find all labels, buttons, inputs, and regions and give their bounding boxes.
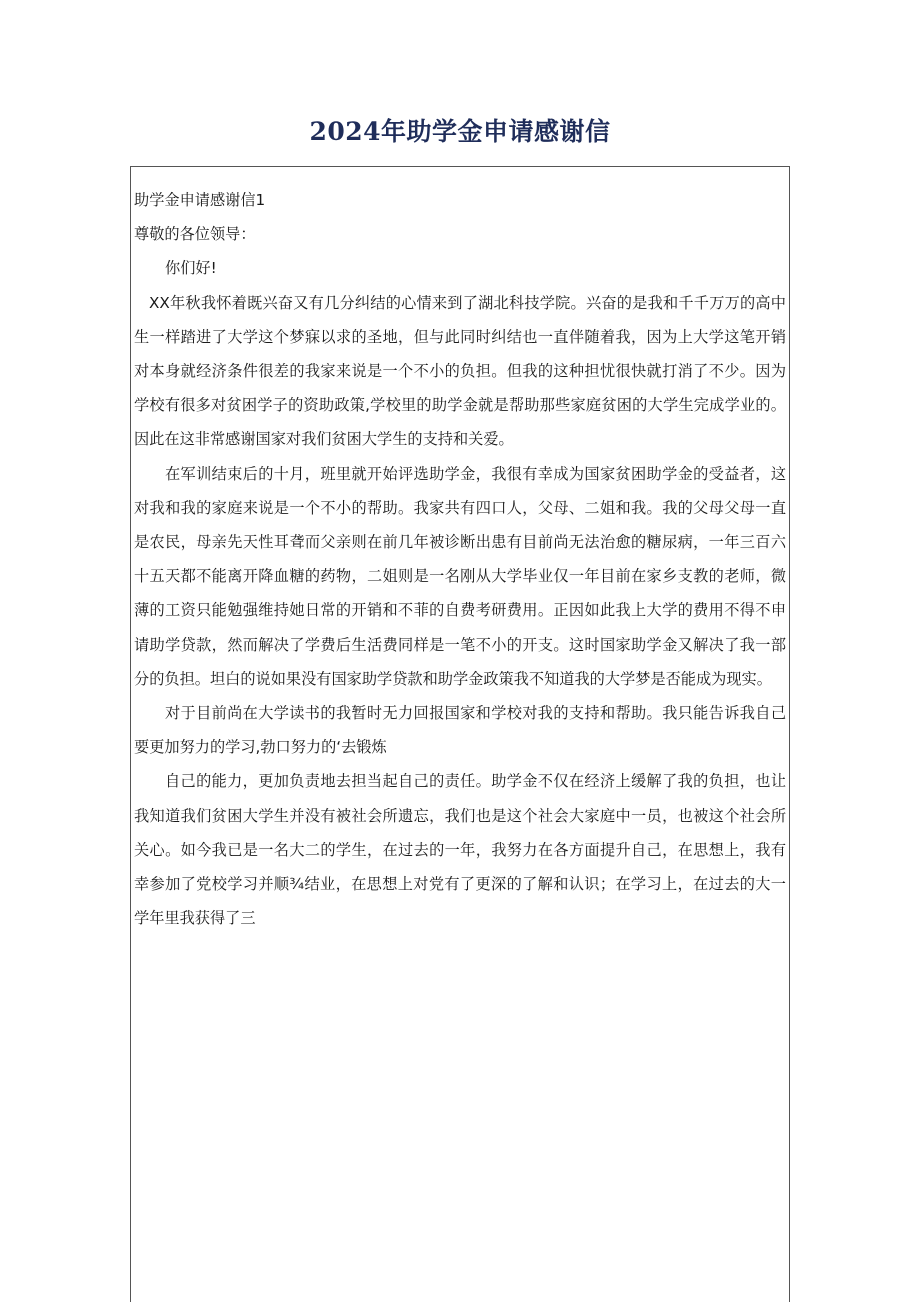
paragraph: XX年秋我怀着既兴奋又有几分纠结的心情来到了湖北科技学院。兴奋的是我和千千万万的高中生一样踏进了大学这个梦寐以求的圣地，但与此同时纠结也一直伴随着我，因为上大学这笔开销对本身就经济条件很差的我家来说是一个不小的负担。但我的这种担忧很快就打消了不少。因为学校有很多对贫困学子的资助政策,学校里的助学金就是帮助那些家庭贫困的大学生完成学业的。因此在这非常感谢国家对我们贫困大学生的支持和关爱。 xyxy=(134,293,786,449)
paragraph: 在军训结束后的十月，班里就开始评选助学金，我很有幸成为国家贫困助学金的受益者，这对我和我的家庭来说是一个不小的帮助。我家共有四口人，父母、二姐和我。我的父母父母一直是农民，母亲先天性耳聋而父亲则在前几年被诊断出患有目前尚无法治愈的糖尿病，一年三百六十五天都不能离开降血糖的药物，二姐则是一名刚从大学毕业仅一年目前在家乡支教的老师，微薄的工资只能勉强维持她日常的开销和不菲的自费考研费用。正因如此我上大学的费用不得不申请助学贷款，然而解决了学费后生活费同样是一笔不小的开支。这时国家助学金又解决了我一部分的负担。坦白的说如果没有国家助学贷款和助学金政策我不知道我的大学梦是否能成为现实。 xyxy=(134,464,786,688)
greeting: 你们好! xyxy=(165,259,217,278)
page-title: 2024年助学金申请感谢信 xyxy=(309,117,611,146)
letter-heading: 助学金申请感谢信1 xyxy=(134,191,266,209)
document-body xyxy=(134,183,786,935)
paragraph: 自己的能力，更加负责地去担当起自己的责任。助学金不仅在经济上缓解了我的负担，也让我知道我们贫困大学生并没有被社会所遗忘，我们也是这个社会大家庭中一员，也被这个社会所关心。如今我已是一名大二的学生，在过去的一年，我努力在各方面提升自己，在思想上，我有幸参加了党校学习并顺¾结业，在思想上对党有了更深的了解和认识；在学习上，在过去的大一学年里我获得了三 xyxy=(134,772,786,928)
salutation: 尊敬的各位领导： xyxy=(134,225,256,244)
paragraph: 对于目前尚在大学读书的我暂时无力回报国家和学校对我的支持和帮助。我只能告诉我自己要更加努力的学习,勃口努力的‘去锻炼 xyxy=(134,704,786,757)
